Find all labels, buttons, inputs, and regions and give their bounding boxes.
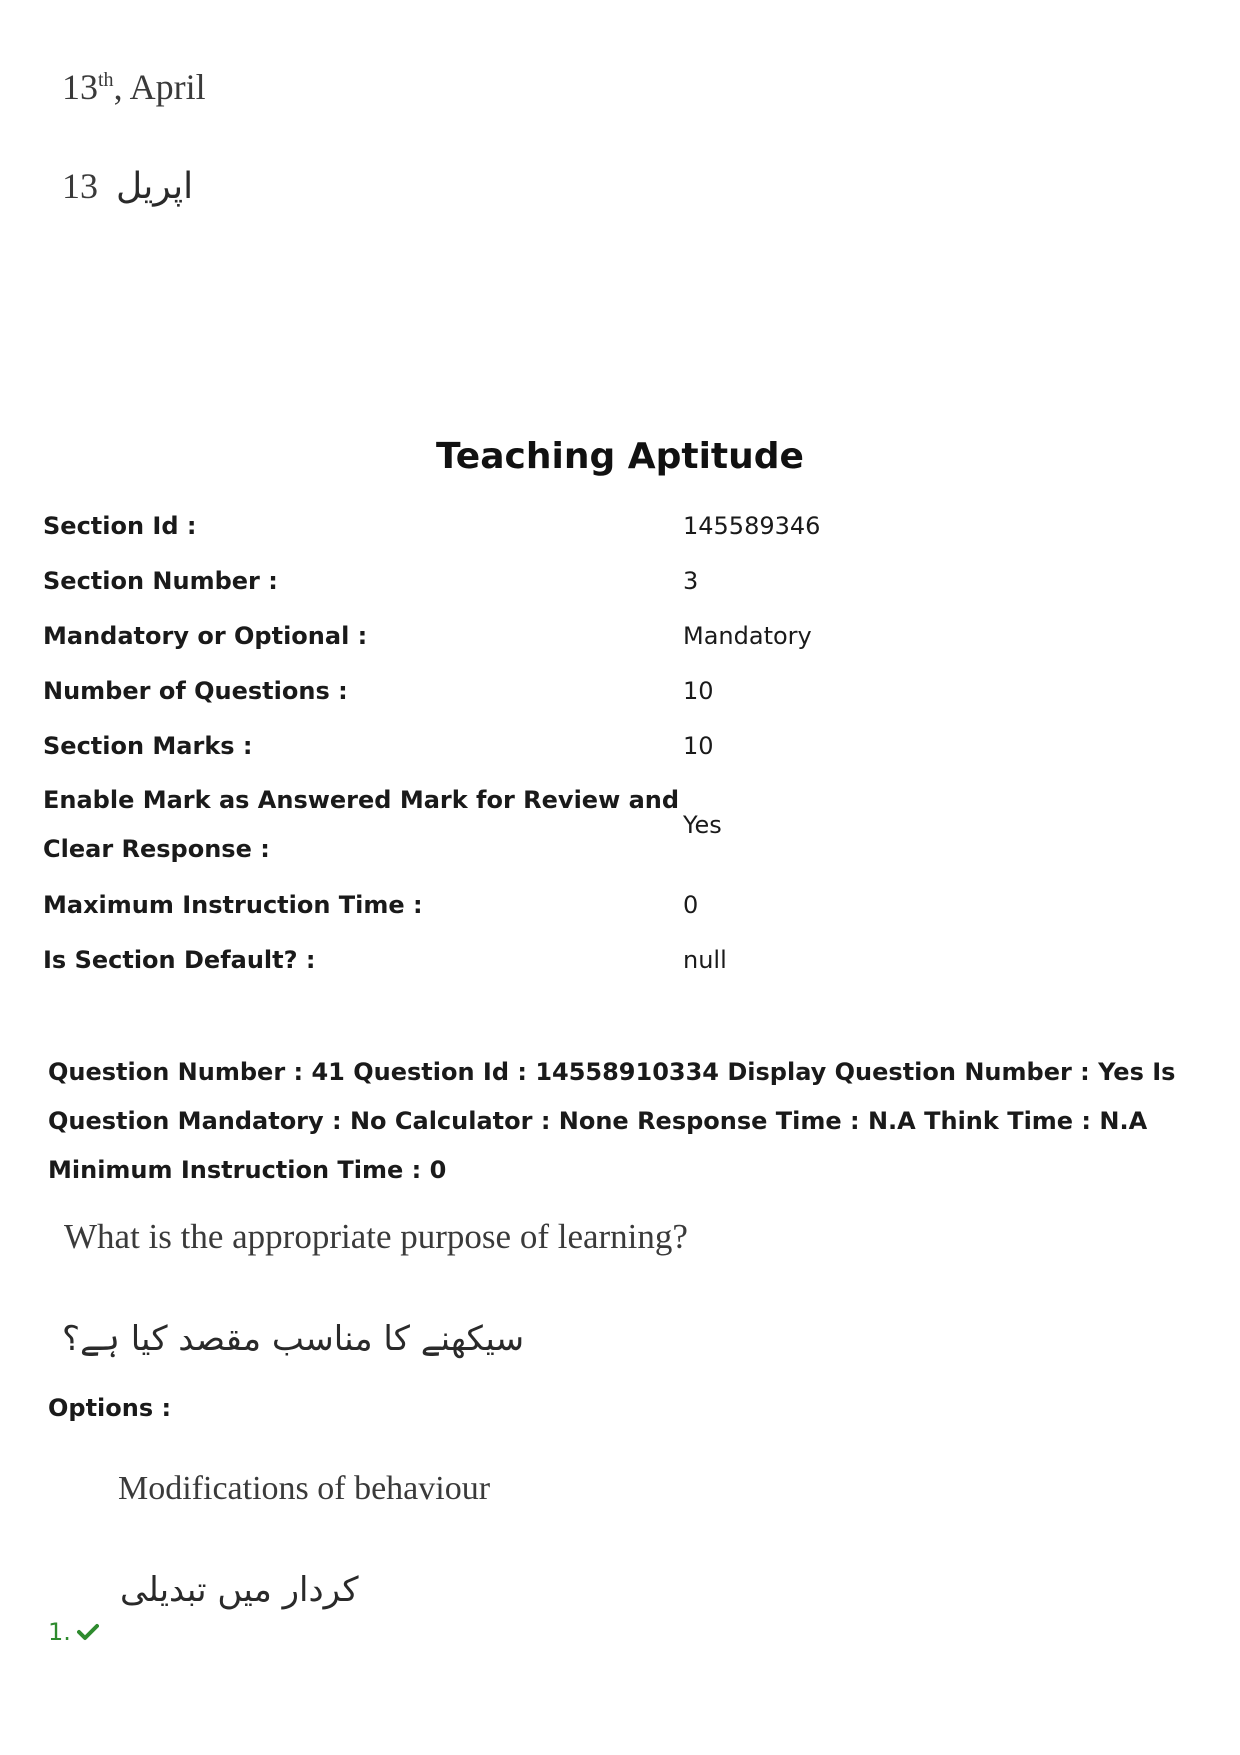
- info-label: Section Marks :: [43, 731, 253, 760]
- date-english: [62, 66, 206, 108]
- info-label: Section Number :: [43, 566, 278, 595]
- date-urdu-number: 13: [62, 166, 98, 206]
- date-day: 13: [62, 67, 98, 107]
- info-row: [43, 773, 1193, 877]
- info-row: [43, 663, 1193, 718]
- info-label: Maximum Instruction Time :: [43, 890, 423, 919]
- option-number: [48, 1618, 99, 1646]
- question-text-urdu: سیکھنے کا مناسب مقصد کیا ہے؟: [62, 1319, 525, 1359]
- info-label: Mandatory or Optional :: [43, 621, 368, 650]
- date-urdu: [62, 165, 193, 207]
- info-value: 145589346: [683, 511, 821, 540]
- date-month: , April: [113, 67, 206, 107]
- option-text-english: Modifications of behaviour: [118, 1470, 491, 1507]
- info-row: [43, 553, 1193, 608]
- check-icon: [77, 1623, 99, 1641]
- option-text-urdu: کردار میں تبدیلی: [120, 1570, 359, 1610]
- date-urdu-word: اپریل: [116, 166, 194, 207]
- info-value: null: [683, 945, 727, 974]
- info-value: Yes: [683, 811, 722, 839]
- info-label: Is Section Default? :: [43, 945, 316, 974]
- info-value: 10: [683, 731, 714, 760]
- question-meta: Question Number : 41 Question Id : 14558910334 Display Question Number : Yes Is Question Mandatory : No Calculator : None Response Time : N.A Think Time : N.A Minimum Instruction Time : 0: [48, 1058, 1176, 1184]
- info-label: Enable Mark as Answered Mark for Review and Clear Response :: [43, 786, 680, 863]
- section-title: Teaching Aptitude: [436, 436, 804, 477]
- options-label: Options :: [48, 1394, 172, 1422]
- option-number-label: 1.: [48, 1618, 71, 1646]
- info-row: [43, 932, 1193, 987]
- section-info-table: [43, 498, 1193, 987]
- info-value: 3: [683, 566, 699, 595]
- info-value: 10: [683, 676, 714, 705]
- info-row: [43, 718, 1193, 773]
- info-row: [43, 498, 1193, 553]
- info-label: Section Id :: [43, 511, 197, 540]
- info-value: Mandatory: [683, 621, 812, 650]
- info-row: [43, 877, 1193, 932]
- info-row: [43, 608, 1193, 663]
- date-suffix: th: [98, 69, 114, 91]
- question-text-english: What is the appropriate purpose of learning?: [64, 1217, 688, 1256]
- info-value: 0: [683, 890, 699, 919]
- info-label: Number of Questions :: [43, 676, 348, 705]
